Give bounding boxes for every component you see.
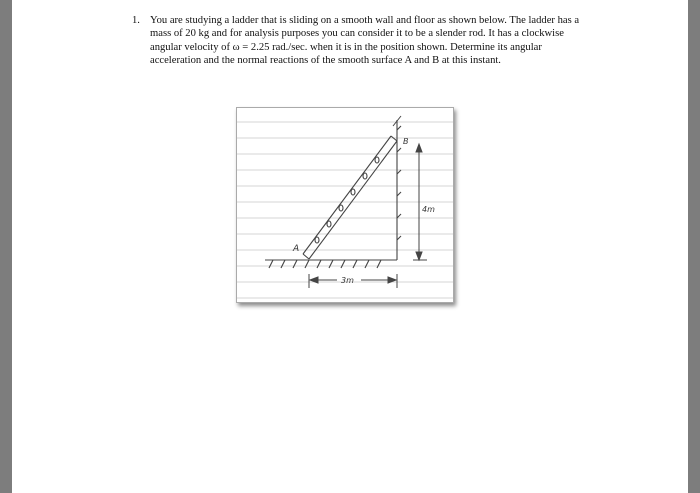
problem-number: 1. bbox=[132, 15, 140, 26]
label-b: B bbox=[403, 137, 409, 146]
base-label: 3m bbox=[341, 276, 354, 285]
ladder-diagram bbox=[237, 108, 453, 302]
problem-text: You are studying a ladder that is sliding on a smooth wall and floor as shown below. The ladder has a mass of 20 kg and for analysis purposes you can consider it to be a slender rod. It has a clockwise angular velocity of ω = 2.25 rad./sec. when it is in the position shown. Determine its angular acceleration and the normal reactions of the smooth surface A and B at this instant. bbox=[150, 15, 580, 66]
problem-statement bbox=[132, 14, 590, 67]
height-label: 4m bbox=[422, 205, 435, 214]
ladder-figure bbox=[236, 107, 454, 303]
label-a: A bbox=[293, 244, 300, 254]
floor bbox=[265, 260, 397, 268]
wall bbox=[397, 120, 401, 260]
